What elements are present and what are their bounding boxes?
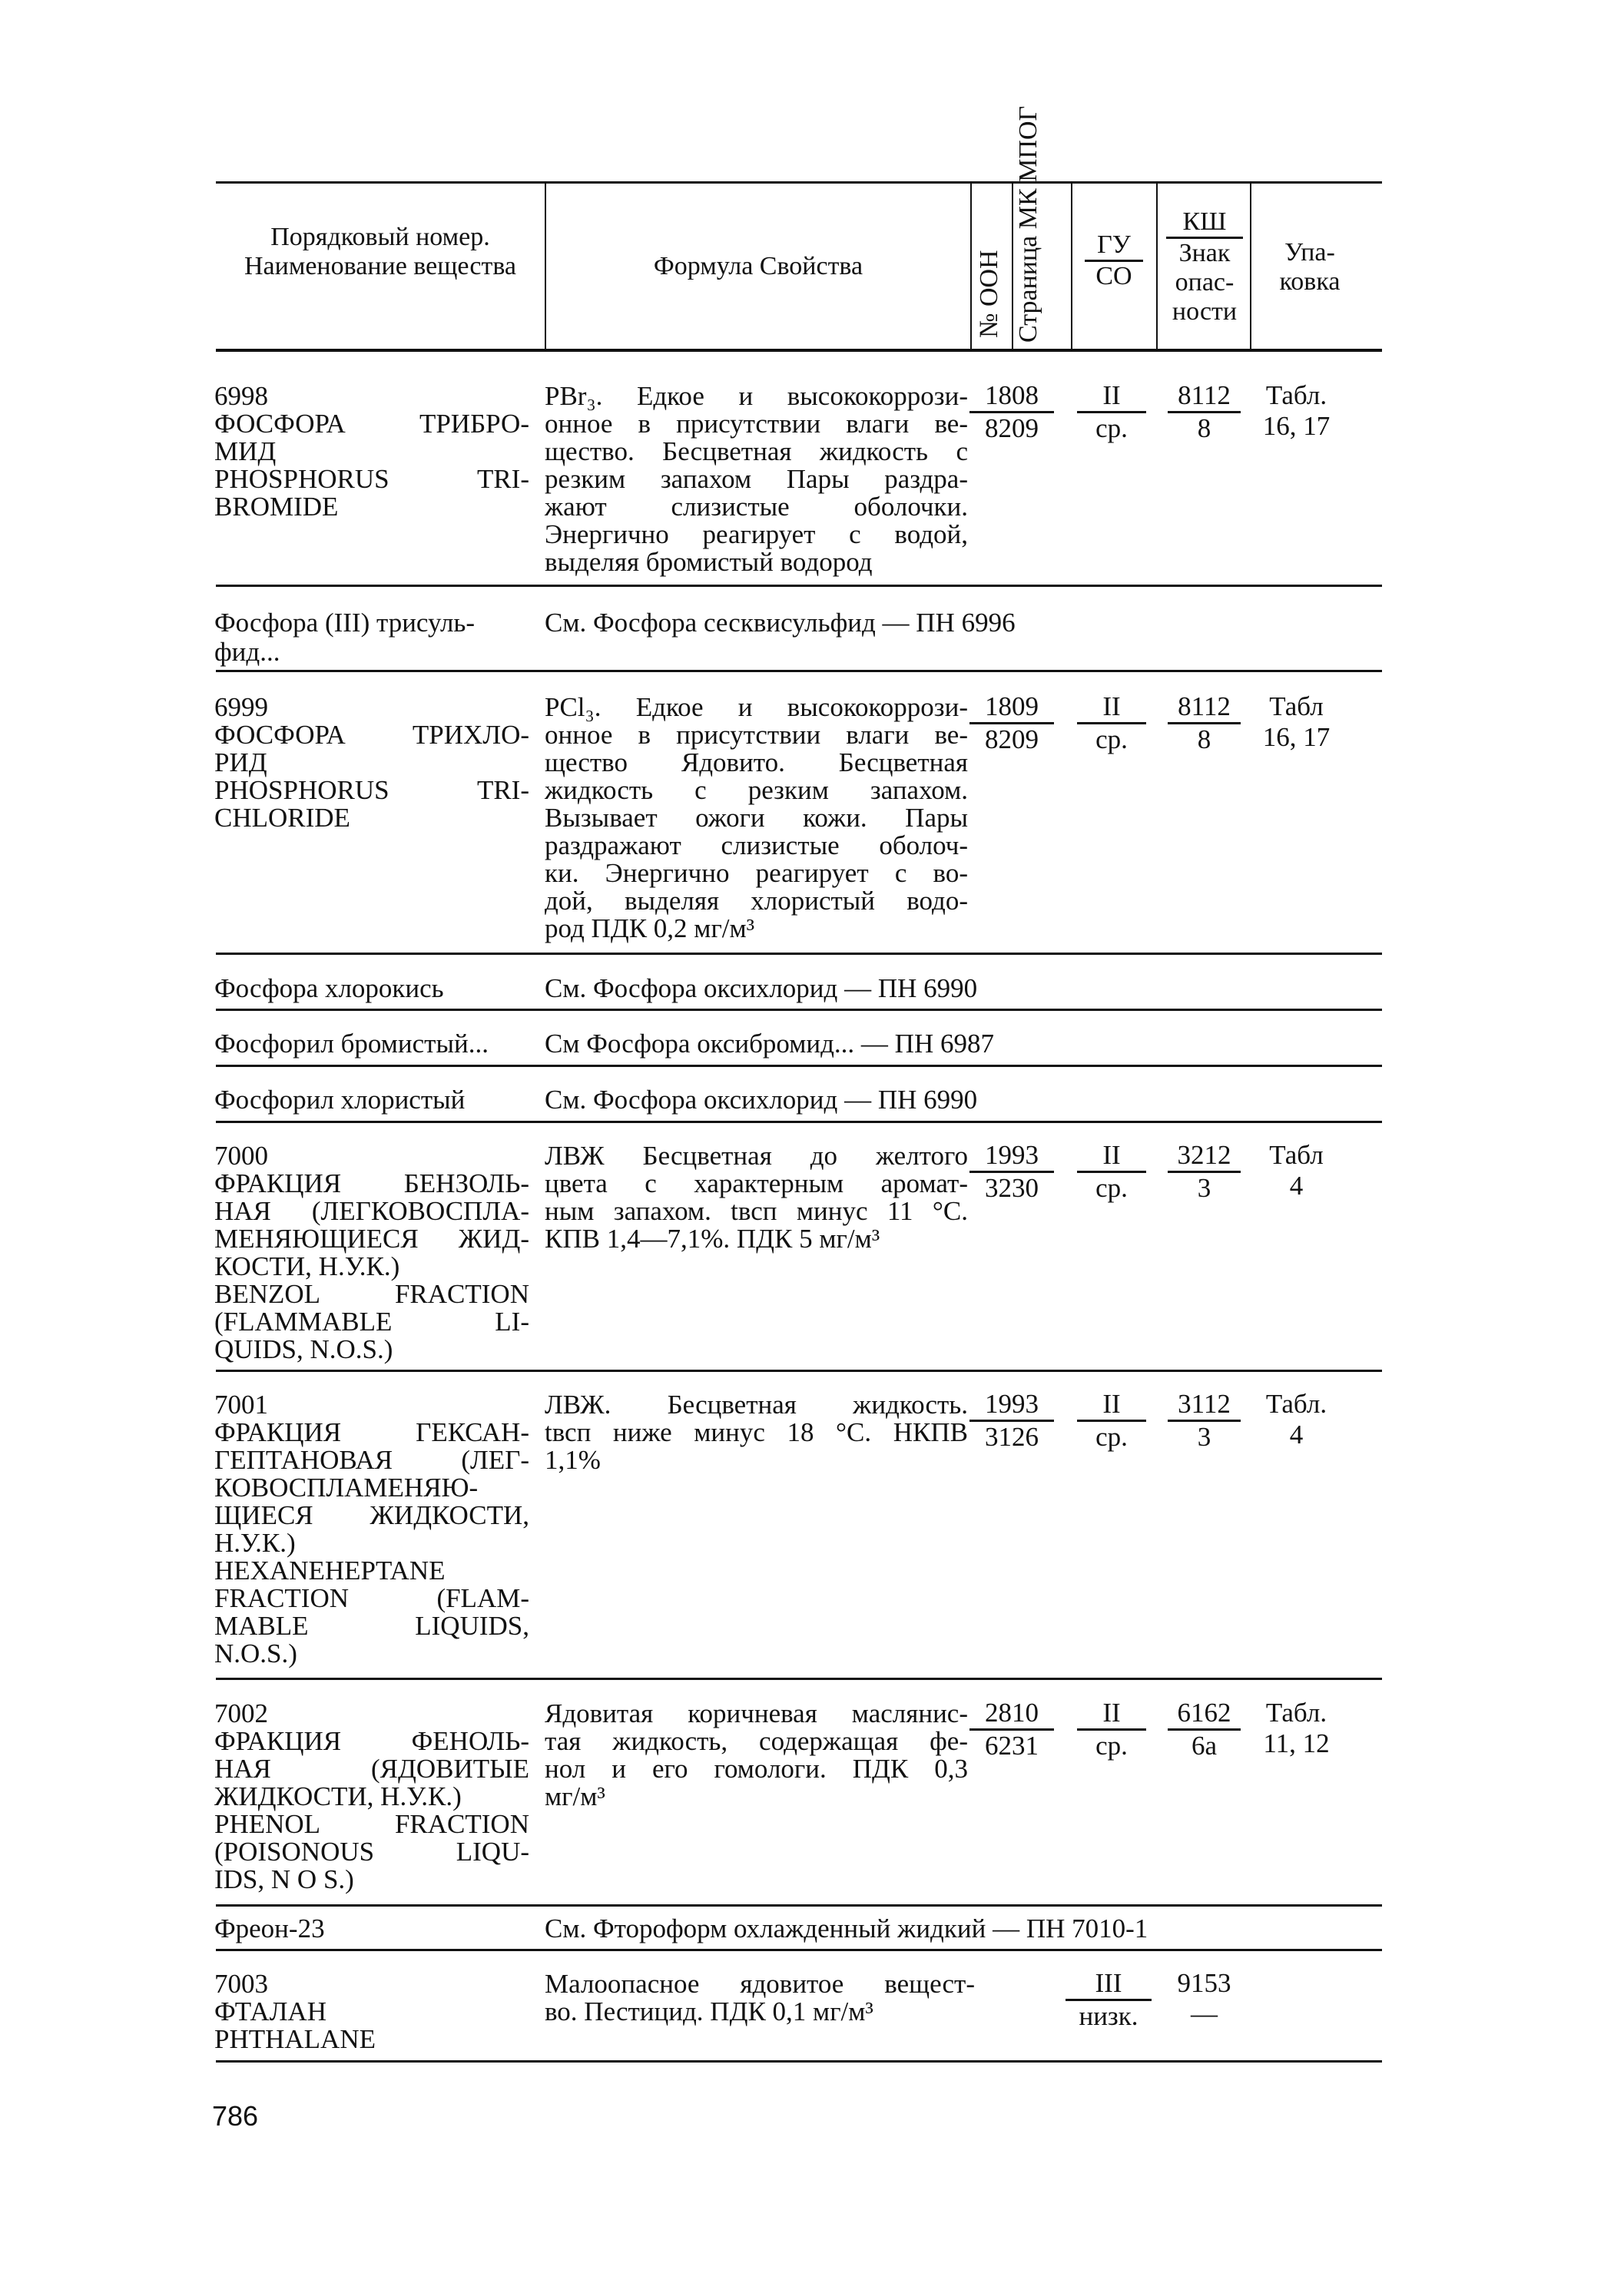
packaging: Табл. 4: [1265, 1389, 1327, 1450]
prop-line: щество. Бесцветная жидкость с: [545, 436, 968, 466]
entry-name-line: MABLE LIQUIDS,: [214, 1611, 529, 1641]
entry-name-line: РИД: [214, 747, 267, 777]
column-header-sign-label: Знак опас- ности: [1172, 239, 1238, 326]
header-bottom-rule: [216, 349, 1382, 352]
prop-line: выделяя бромистый водород: [545, 547, 873, 577]
packaging: Табл. 11, 12: [1263, 1698, 1330, 1758]
prop-line: ки. Энергично реагирует с во-: [545, 858, 968, 888]
prop-line: tвсп ниже минус 18 °С. НКПВ: [545, 1417, 968, 1447]
prop-line: во. Пестицид. ПДК 0,1 мг/м³: [545, 1996, 873, 2026]
prop-line: онное в присутствии влаги ве-: [545, 409, 968, 439]
packaging: Табл. 16, 17: [1262, 380, 1331, 441]
xref-name-line: Фосфора (III) трисуль-: [214, 608, 476, 638]
header-top-rule: [216, 181, 1382, 184]
mpog-page: 8209: [985, 413, 1039, 443]
prop-line: 1,1%: [545, 1445, 601, 1475]
ksh-sign-fraction: [1168, 1389, 1241, 1453]
column-header-so-label: СО: [1095, 262, 1132, 290]
sign-value: —: [1191, 1999, 1218, 2029]
entry-name-line: (POISONOUS LIQU-: [214, 1837, 529, 1867]
entry-properties: [545, 1142, 968, 1253]
ksh-sign-fraction: [1168, 691, 1241, 755]
entry-number: 7001: [214, 1390, 268, 1420]
xref-name: Фосфора хлорокись: [214, 973, 444, 1003]
gu-value: II: [1077, 691, 1146, 724]
so-value: ср.: [1095, 1731, 1128, 1761]
gu-so-fraction: [1077, 380, 1146, 444]
header-divider: [1156, 184, 1158, 349]
entry-name-line: BROMIDE: [214, 492, 339, 522]
gu-value: II: [1077, 1698, 1146, 1731]
column-header-gu-label: ГУ: [1085, 230, 1143, 262]
entry-properties: [545, 1391, 968, 1474]
prop-line: онное в присутствии влаги ве-: [545, 720, 968, 750]
ksh-sign-fraction: [1168, 1968, 1241, 2030]
gu-so-fraction: [1066, 1968, 1152, 2032]
entry-name-line: BENZOL FRACTION: [214, 1279, 529, 1309]
entry-name: [214, 1970, 529, 2053]
column-header-name: Порядковый номер. Наименование вещества: [244, 223, 517, 280]
oon-page-fraction: [969, 1140, 1054, 1204]
mpog-page: 8209: [985, 724, 1039, 754]
prop-line: PBr₃. Едкое и высококоррози-: [545, 381, 968, 411]
oon-page-fraction: [969, 380, 1054, 444]
entry-name-line: CHLORIDE: [214, 803, 350, 833]
header-divider: [970, 184, 972, 349]
ksh-value: 8112: [1168, 380, 1241, 413]
prop-line: Малоопасное ядовитое вещест-: [545, 1969, 975, 1999]
xref-name: Фреон-23: [214, 1914, 325, 1943]
prop-line: резким запахом Пары раздра-: [545, 464, 968, 494]
row-divider: [216, 1009, 1382, 1011]
mpog-page: 3126: [985, 1422, 1039, 1452]
column-header-oon: № ООН: [975, 250, 1003, 338]
entry-name: [214, 1142, 529, 1364]
column-header-ksh: [1162, 207, 1248, 326]
entry-name-line: ФОСФОРА ТРИБРО-: [214, 409, 529, 439]
so-value: ср.: [1095, 724, 1128, 754]
prop-line: мг/м³: [545, 1781, 605, 1811]
entry-properties: [545, 1970, 975, 2026]
ksh-value: 8112: [1168, 691, 1241, 724]
column-header-gu: [1075, 230, 1152, 291]
row-divider: [216, 1121, 1382, 1123]
entry-name-line: МИД: [214, 436, 277, 466]
prop-line: щество Ядовито. Бесцветная: [545, 747, 968, 777]
entry-properties: [545, 1700, 968, 1811]
sign-value: 8: [1197, 413, 1211, 443]
xref-text: См. Фосфора оксихлорид — ПН 6990: [545, 1085, 978, 1115]
entry-number: 6999: [214, 692, 268, 722]
gu-so-fraction: [1077, 1140, 1146, 1204]
entry-name-line: ГЕПТАНОВАЯ (ЛЕГ-: [214, 1445, 529, 1475]
xref-name: Фосфорил хлористый: [214, 1085, 466, 1115]
entry-name-line: КОВОСПЛАМЕНЯЮ-: [214, 1473, 479, 1503]
entry-name: [214, 1700, 529, 1894]
sign-value: 3: [1197, 1173, 1211, 1203]
so-value: ср.: [1095, 413, 1128, 443]
entry-name-line: PHTHALANE: [214, 2024, 376, 2054]
page-number: 786: [212, 2100, 259, 2132]
ksh-value: 6162: [1168, 1698, 1241, 1731]
entry-number: 7002: [214, 1698, 268, 1728]
prop-line: PCl₃. Едкое и высококоррози-: [545, 692, 968, 722]
oon-page-fraction: [969, 1698, 1054, 1761]
column-header-ksh-label: КШ: [1166, 207, 1243, 239]
entry-name-line: КОСТИ, Н.У.К.): [214, 1251, 400, 1281]
prop-line: Энергично реагирует с водой,: [545, 519, 968, 549]
prop-line: тая жидкость, содержащая фе-: [545, 1726, 968, 1756]
entry-name: [214, 1391, 529, 1668]
oon-number: 1993: [969, 1389, 1054, 1422]
entry-name-line: ЩИЕСЯ ЖИДКОСТИ,: [214, 1500, 529, 1530]
row-divider: [216, 1678, 1382, 1680]
entry-name: [214, 694, 529, 832]
oon-page-fraction: [969, 1389, 1054, 1453]
header-divider: [1012, 184, 1013, 349]
oon-page-fraction: [969, 691, 1054, 755]
entry-name-line: ФОСФОРА ТРИХЛО-: [214, 720, 529, 750]
ksh-value: 9153: [1177, 1968, 1231, 1998]
gu-so-fraction: [1077, 1389, 1146, 1453]
entry-name-line: ЖИДКОСТИ, Н.У.К.): [214, 1781, 462, 1811]
row-divider: [216, 1949, 1382, 1951]
prop-line: раздражают слизистые оболоч-: [545, 830, 968, 860]
mpog-page: 6231: [985, 1731, 1039, 1761]
entry-properties: [545, 694, 968, 943]
entry-name-line: N.O.S.): [214, 1639, 297, 1668]
oon-number: 2810: [969, 1698, 1054, 1731]
entry-name-line: ФРАКЦИЯ ФЕНОЛЬ-: [214, 1726, 529, 1756]
ksh-sign-fraction: [1168, 1140, 1241, 1204]
xref-name: [214, 608, 475, 667]
xref-text: См. Фосфора сесквисульфид — ПН 6996: [545, 608, 1016, 638]
packaging: Табл 4: [1269, 1140, 1324, 1201]
row-divider: [216, 585, 1382, 587]
ksh-sign-fraction: [1168, 380, 1241, 444]
entry-name-line: IDS, N O S.): [214, 1864, 354, 1894]
entry-name-line: HEXANEHEPTANE: [214, 1556, 446, 1586]
oon-number: 1809: [969, 691, 1054, 724]
prop-line: жидкость с резким запахом.: [545, 775, 968, 805]
ksh-value: 3112: [1168, 1389, 1241, 1422]
prop-line: Вызывает ожоги кожи. Пары: [545, 803, 968, 833]
oon-number: 1993: [969, 1140, 1054, 1173]
so-value: низк.: [1079, 2001, 1138, 2031]
gu-value: II: [1077, 1140, 1146, 1173]
row-divider: [216, 1370, 1382, 1372]
ksh-sign-fraction: [1168, 1698, 1241, 1761]
prop-line: жают слизистые оболочки.: [545, 492, 968, 522]
gu-value: II: [1077, 380, 1146, 413]
entry-name-line: (FLAMMABLE LI-: [214, 1307, 529, 1337]
entry-number: 7003: [214, 1969, 268, 1999]
column-header-props: Формула Свойства: [653, 252, 863, 280]
entry-name-line: МЕНЯЮЩИЕСЯ ЖИД-: [214, 1224, 529, 1254]
row-divider: [216, 1065, 1382, 1067]
xref-text: См Фосфора оксибромид... — ПН 6987: [545, 1029, 994, 1059]
entry-name-line: Н.У.К.): [214, 1528, 296, 1558]
entry-name-line: PHOSPHORUS TRI-: [214, 775, 529, 805]
xref-name: Фосфорил бромистый...: [214, 1029, 489, 1059]
entry-name-line: FRACTION (FLAM-: [214, 1583, 529, 1613]
gu-so-fraction: [1077, 1698, 1146, 1761]
sign-value: 8: [1197, 724, 1211, 754]
header-divider: [1071, 184, 1072, 349]
mpog-page: 3230: [985, 1173, 1039, 1203]
sign-value: 6а: [1191, 1731, 1218, 1761]
entry-name-line: НАЯ (ЯДОВИТЫЕ: [214, 1754, 529, 1784]
packaging: Табл 16, 17: [1262, 691, 1331, 752]
prop-line: ЛВЖ. Бесцветная жидкость.: [545, 1390, 968, 1420]
so-value: ср.: [1095, 1173, 1128, 1203]
gu-value: II: [1077, 1389, 1146, 1422]
entry-properties: [545, 383, 968, 576]
table-bottom-rule: [216, 2060, 1382, 2063]
prop-line: КПВ 1,4—7,1%. ПДК 5 мг/м³: [545, 1224, 880, 1254]
sign-value: 3: [1197, 1422, 1211, 1452]
entry-number: 7000: [214, 1141, 268, 1171]
xref-name-line: фид...: [214, 637, 280, 667]
so-value: ср.: [1095, 1422, 1128, 1452]
entry-name-line: ФРАКЦИЯ БЕНЗОЛЬ-: [214, 1168, 529, 1198]
entry-name-line: QUIDS, N.O.S.): [214, 1334, 393, 1364]
gu-so-fraction: [1077, 691, 1146, 755]
row-divider: [216, 1904, 1382, 1907]
prop-line: Ядовитая коричневая маслянис-: [545, 1698, 968, 1728]
oon-number: 1808: [969, 380, 1054, 413]
prop-line: дой, выделяя хлористый водо-: [545, 886, 968, 916]
entry-name: [214, 383, 529, 521]
prop-line: ным запахом. tвсп минус 11 °С.: [545, 1196, 968, 1226]
row-divider: [216, 670, 1382, 672]
ksh-value: 3212: [1168, 1140, 1241, 1173]
prop-line: нол и его гомологи. ПДК 0,3: [545, 1754, 968, 1784]
entry-name-line: PHENOL FRACTION: [214, 1809, 529, 1839]
prop-line: ЛВЖ Бесцветная до желтого: [545, 1141, 968, 1171]
entry-name-line: ФРАКЦИЯ ГЕКСАН-: [214, 1417, 529, 1447]
prop-line: цвета с характерным аромат-: [545, 1168, 968, 1198]
entry-name-line: PHOSPHORUS TRI-: [214, 464, 529, 494]
header-divider: [1250, 184, 1251, 349]
column-header-pack: Упа- ковка: [1279, 238, 1341, 296]
entry-number: 6998: [214, 381, 268, 411]
gu-value: III: [1066, 1968, 1152, 2001]
column-header-page-label: Страница МК МПОГ: [1014, 105, 1042, 343]
entry-name-line: НАЯ (ЛЕГКОВОСПЛА-: [214, 1196, 529, 1226]
entry-name-line: ФТАЛАН: [214, 1996, 326, 2026]
row-divider: [216, 953, 1382, 955]
column-header-page: [1014, 105, 1042, 343]
xref-text: См. Фосфора оксихлорид — ПН 6990: [545, 973, 978, 1003]
xref-text: См. Фтороформ охлажденный жидкий — ПН 7010-1: [545, 1914, 1148, 1943]
prop-line: род ПДК 0,2 мг/м³: [545, 913, 755, 943]
